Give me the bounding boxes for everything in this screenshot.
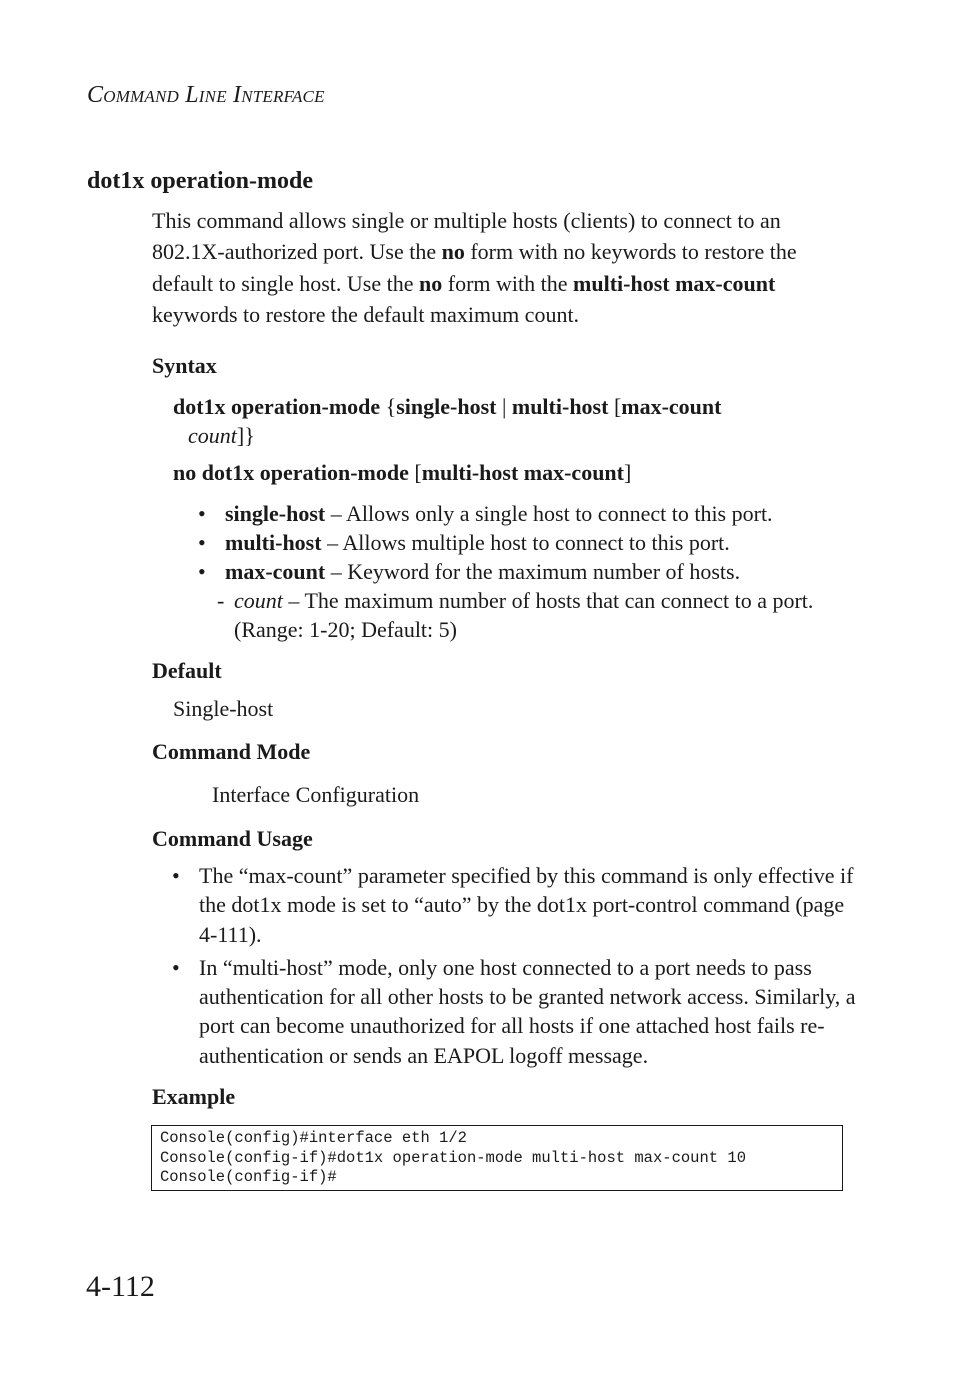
sub-list-item-range: (Range: 1-20; Default: 5) [234,617,457,642]
command-usage-heading: Command Usage [152,826,313,851]
code-example [151,1125,843,1191]
example-heading: Example [152,1084,236,1109]
command-mode-value: Interface Configuration [212,782,420,807]
list-item: • The “max-count” parameter specified by this command is only effective if the dot1x mode is set to “auto” by the dot1x port-control command (page 4-111). [172,863,854,947]
command-mode-heading: Command Mode [152,739,311,764]
parameter-list [198,499,858,644]
syntax-heading: Syntax [152,353,217,378]
bullet: • [172,863,180,888]
syntax-line-continuation: count]} [188,423,255,448]
code-line: Console(config)#interface eth 1/2 [160,1129,467,1147]
list-item: • In “multi-host” mode, only one host connected to a port needs to pass authentication for all other hosts to be granted network access. Similarly, a port can become unauthorized for all hosts if one attached host fails re-authentication or sends an EAPOL logoff message. [172,954,856,1068]
page-number: 4-112 [86,1270,155,1303]
bullet: • [198,501,206,526]
bullet: • [172,954,180,980]
command-description: This command allows single or multiple hosts (clients) to connect to an 802.1X-authorized port. Use the no form with no keywords to restore the default to single host. Use the no form with the multi-host max-count keywords to restore the default maximum count. [152,208,797,327]
bullet: • [198,559,206,584]
sub-list-item: - count – The maximum number of hosts that can connect to a port. [217,588,814,613]
dash: - [217,588,225,613]
default-value: Single-host [173,696,274,721]
code-line: Console(config-if)#dot1x operation-mode multi-host max-count 10 [160,1148,746,1167]
running-header: COMMAND LINE INTERFACE [87,82,325,108]
code-line: Console(config-if)# [160,1168,337,1186]
list-item: • multi-host – Allows multiple host to connect to this port. [198,530,730,555]
no-syntax-line: no dot1x operation-mode [multi-host max-count] [173,460,632,485]
bullet: • [198,530,206,555]
list-item: • single-host – Allows only a single host to connect to this port. [198,501,773,526]
command-title: dot1x operation-mode [87,168,313,194]
list-item: • max-count – Keyword for the maximum number of hosts. [198,559,741,584]
usage-list [172,861,862,1074]
default-heading: Default [152,658,222,683]
syntax-line: dot1x operation-mode {single-host | multi-host [max-count [173,394,722,419]
